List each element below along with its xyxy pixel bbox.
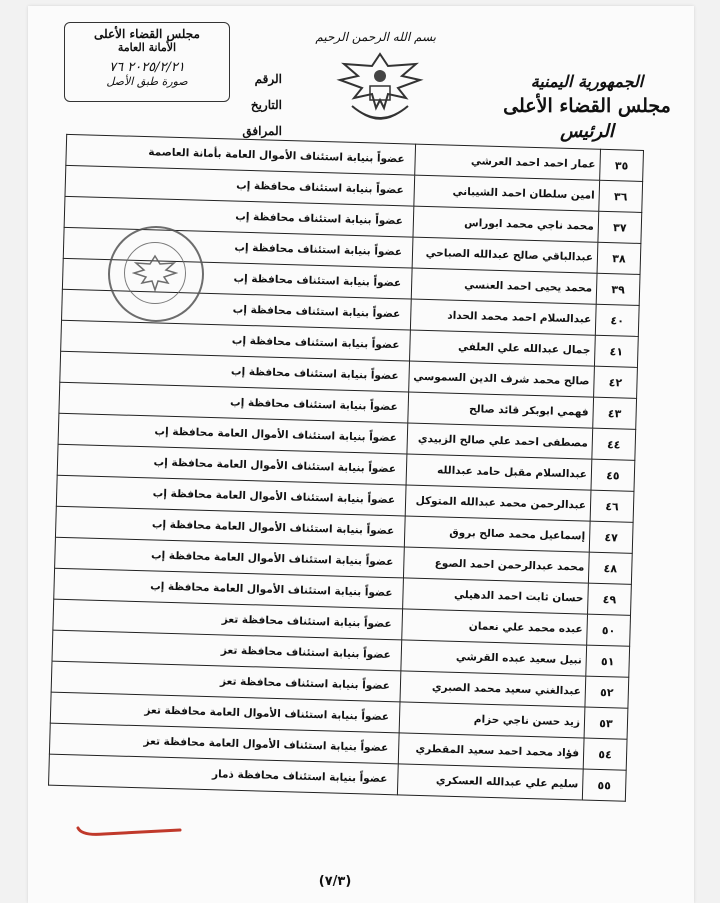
member-position: عضواً بنيابة استئناف الأموال العامة بأمانة العاصمة [66, 134, 416, 175]
label-attachments: المرافق [242, 124, 282, 138]
row-number: ٤٨ [588, 552, 632, 584]
office-title: الرئيس [560, 121, 614, 142]
member-position: عضواً بنيابة استئناف محافظة تعز [52, 630, 402, 671]
member-name: سليم علي عبدالله العسكري [397, 764, 583, 800]
member-name: عمار احمد احمد العرشي [415, 144, 601, 180]
member-position: عضواً بنيابة استئناف محافظة إب [59, 382, 409, 423]
member-name: حسان ثابت احمد الدهيلي [403, 578, 589, 614]
member-name: زيد حسن ناجي حزام [399, 702, 585, 738]
eagle-emblem-icon [332, 46, 428, 136]
row-number: ٥٤ [583, 738, 627, 770]
row-number: ٥٢ [585, 676, 629, 708]
stamp-line-1: مجلس القضاء الأعلى [94, 27, 200, 41]
official-seal [108, 226, 204, 322]
member-position: عضواً بنيابة استئناف محافظة ذمار [49, 754, 399, 795]
national-emblem [315, 30, 436, 145]
member-name: محمد عبدالرحمن احمد الصوع [403, 547, 589, 583]
member-position: عضواً بنيابة استئناف الأموال العامة محافظة إب [57, 444, 407, 485]
row-number: ٤٠ [595, 304, 639, 336]
member-position: عضواً بنيابة استئناف محافظة إب [60, 351, 410, 392]
row-number: ٥٣ [584, 707, 628, 739]
row-number: ٣٧ [598, 211, 642, 243]
member-name: فؤاد محمد احمد سعيد المقطري [398, 733, 584, 769]
page-number: (٧/٣) [318, 874, 352, 889]
row-number: ٤٢ [594, 366, 638, 398]
member-position: عضواً بنيابة استئناف الأموال العامة محافظة إب [58, 413, 408, 454]
member-name: مصطفى احمد علي صالح الزبيدي [407, 423, 593, 459]
member-name: محمد يحيى احمد العنسي [411, 268, 597, 304]
row-number: ٤٤ [592, 428, 636, 460]
member-position: عضواً بنيابة استئناف محافظة إب [62, 258, 412, 299]
member-position: عضواً بنيابة استئناف محافظة تعز [53, 599, 403, 640]
council-name: مجلس القضاء الأعلى [503, 95, 671, 117]
reference-labels [232, 66, 282, 144]
member-name: جمال عبدالله علي العلفي [410, 330, 596, 366]
member-position: عضواً بنيابة استئناف الأموال العامة محافظة إب [54, 568, 404, 609]
member-name: نبيل سعيد عبده القرشي [401, 640, 587, 676]
label-number: الرقم [254, 72, 282, 86]
member-name: عبدالباقي صالح عبدالله الصباحي [412, 237, 598, 273]
letterhead [502, 72, 672, 142]
member-name: عبده محمد علي نعمان [402, 609, 588, 645]
row-number: ٤١ [594, 335, 638, 367]
member-name: امين سلطان احمد الشيباني [414, 175, 600, 211]
member-position: عضواً بنيابة استئناف الأموال العامة محافظة إب [56, 475, 406, 516]
member-position: عضواً بنيابة استئناف محافظة إب [64, 196, 414, 237]
red-pen-mark-icon [74, 822, 184, 838]
row-number: ٥٠ [587, 614, 631, 646]
member-position: عضواً بنيابة استئناف الأموال العامة محافظة إب [55, 506, 405, 547]
member-name: عبدالسلام مقبل حامد عبدالله [406, 454, 592, 490]
member-position: عضواً بنيابة استئناف محافظة إب [61, 320, 411, 361]
member-name: عبدالغني سعيد محمد الصبري [400, 671, 586, 707]
row-number: ٥٥ [582, 769, 626, 801]
member-name: محمد ناجي محمد ابوراس [413, 206, 599, 242]
row-number: ٣٥ [600, 149, 644, 181]
seal-eagle-icon [132, 252, 178, 294]
stamp-line-2: الأمانة العامة [117, 41, 177, 54]
basmala-text: بسم الله الرحمن الرحيم [315, 30, 436, 44]
member-name: عبدالرحمن محمد عبدالله المتوكل [405, 485, 591, 521]
member-position: عضواً بنيابة استئناف محافظة إب [63, 227, 413, 268]
row-number: ٥١ [586, 645, 630, 677]
label-date: التاريخ [250, 98, 282, 112]
member-name: صالح محمد شرف الدين السموسي [409, 361, 595, 397]
member-position: عضواً بنيابة استئناف محافظة تعز [51, 661, 401, 702]
row-number: ٤٥ [591, 459, 635, 491]
row-number: ٣٦ [599, 180, 643, 212]
member-position: عضواً بنيابة استئناف الأموال العامة محافظة تعز [50, 692, 400, 733]
stamp-ref-number: ٢٠٢٥/٢/٢١ ٧٦ [109, 60, 185, 75]
row-number: ٤٦ [590, 490, 634, 522]
member-name: فهمي ابوبكر قائد صالح [408, 392, 594, 428]
reference-stamp [64, 22, 230, 102]
member-position: عضواً بنيابة استئناف الأموال العامة محافظة تعز [49, 723, 399, 764]
member-position: عضواً بنيابة استئناف محافظة إب [62, 289, 412, 330]
row-number: ٣٨ [597, 242, 641, 274]
row-number: ٣٩ [596, 273, 640, 305]
member-position: عضواً بنيابة استئناف محافظة إب [65, 165, 415, 206]
republic-name: الجمهورية اليمنية [530, 72, 644, 91]
stamp-copy-note: صورة طبق الأصل [106, 75, 188, 88]
row-number: ٤٩ [588, 583, 632, 615]
member-name: إسماعيل محمد صالح بروق [404, 516, 590, 552]
row-number: ٤٣ [593, 397, 637, 429]
row-number: ٤٧ [589, 521, 633, 553]
member-name: عبدالسلام احمد محمد الحداد [410, 299, 596, 335]
member-position: عضواً بنيابة استئناف الأموال العامة محافظة إب [55, 537, 405, 578]
